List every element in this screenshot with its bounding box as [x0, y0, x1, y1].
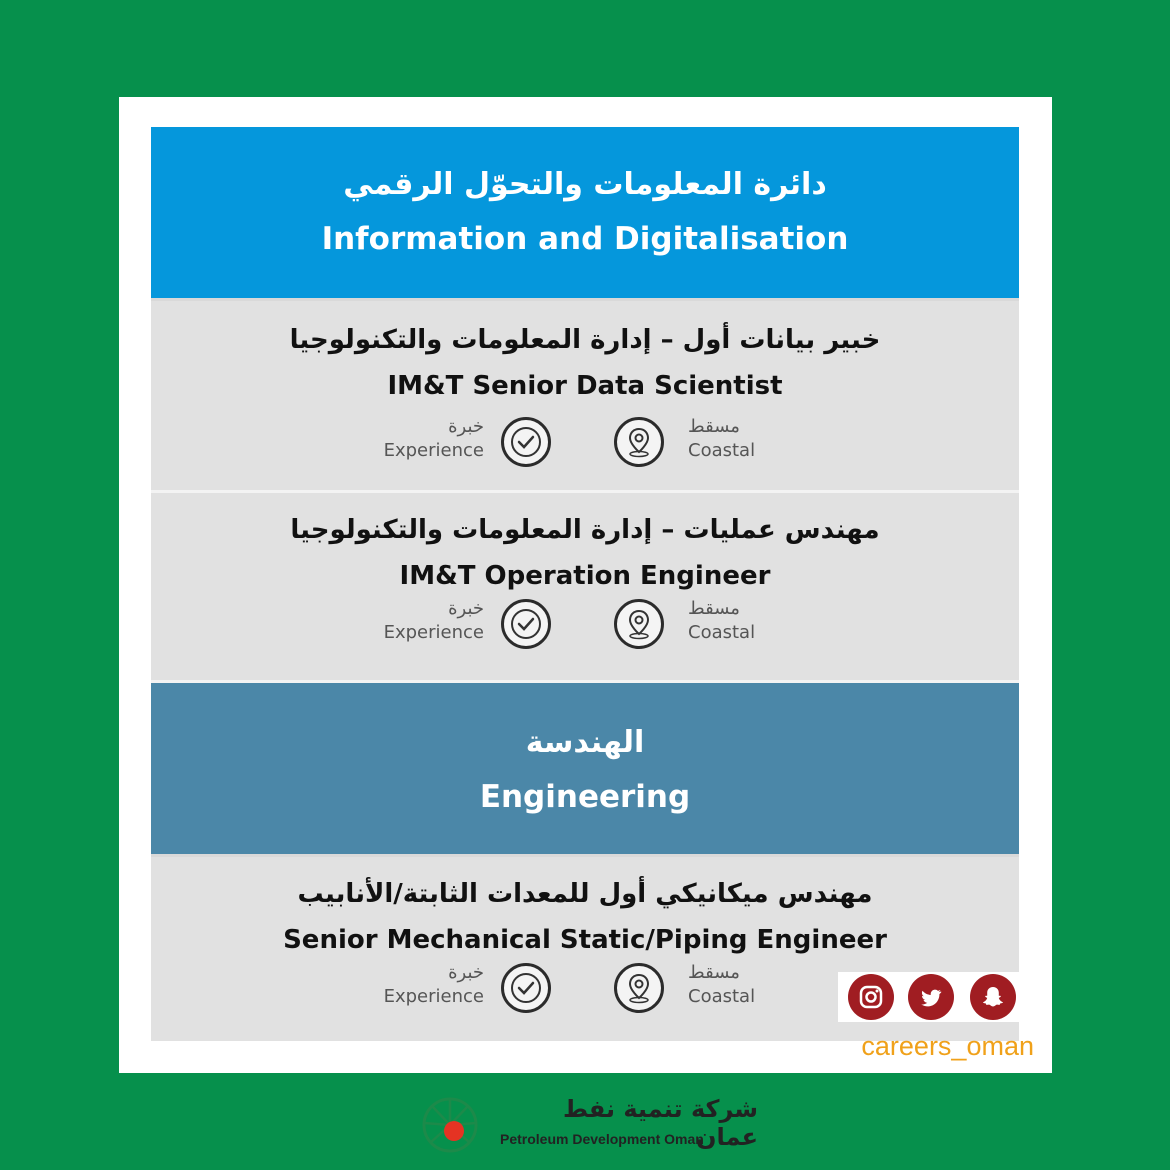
- job-title-ar: مهندس ميكانيكي أول للمعدات الثابتة/الأنابيب: [297, 879, 873, 909]
- experience-label-ar: خبرة: [448, 416, 484, 437]
- section-title-en: Information and Digitalisation: [321, 221, 849, 257]
- experience-label-en: Experience: [383, 622, 484, 643]
- section-title-ar: الهندسة: [525, 725, 645, 760]
- check-circle-icon: [501, 417, 551, 467]
- job-title-en: IM&T Operation Engineer: [399, 561, 771, 591]
- job-row[interactable]: [151, 301, 1019, 493]
- location-pin-icon: [614, 963, 664, 1013]
- location-label-ar: مسقط: [688, 598, 740, 619]
- check-circle-icon: [501, 963, 551, 1013]
- experience-label-en: Experience: [383, 440, 484, 461]
- section-title-ar: دائرة المعلومات والتحوّل الرقمي: [343, 167, 827, 202]
- pdo-logo-icon: [418, 1093, 482, 1153]
- job-title-ar: مهندس عمليات – إدارة المعلومات والتكنولوجيا: [290, 515, 880, 545]
- company-name-ar: شركة تنمية نفط عمان: [563, 1095, 758, 1151]
- social-links: [838, 972, 1034, 1062]
- job-card: [119, 97, 1052, 1073]
- location-pin-icon: [614, 417, 664, 467]
- check-circle-icon: [501, 599, 551, 649]
- job-list: [151, 127, 1019, 1041]
- social-handle[interactable]: careers_oman: [861, 1031, 1034, 1061]
- location-label-en: Coastal: [688, 440, 756, 461]
- location-label-ar: مسقط: [688, 962, 740, 983]
- snapchat-icon[interactable]: [970, 974, 1016, 1020]
- location-pin-icon: [614, 599, 664, 649]
- experience-label-ar: خبرة: [448, 598, 484, 619]
- company-logo: [418, 1093, 758, 1153]
- job-meta: [151, 415, 1019, 479]
- location-label-en: Coastal: [688, 986, 756, 1007]
- experience-label-en: Experience: [383, 986, 484, 1007]
- section-header-engineering: [151, 683, 1019, 857]
- section-title-en: Engineering: [479, 779, 691, 815]
- job-title-en: Senior Mechanical Static/Piping Engineer: [283, 925, 887, 955]
- job-meta: [151, 597, 1019, 661]
- experience-label-ar: خبرة: [448, 962, 484, 983]
- job-title-ar: خبير بيانات أول – إدارة المعلومات والتكنولوجيا: [289, 325, 881, 355]
- section-header-it: [151, 127, 1019, 301]
- job-title-en: IM&T Senior Data Scientist: [387, 371, 783, 401]
- twitter-icon[interactable]: [908, 974, 954, 1020]
- location-label-ar: مسقط: [688, 416, 740, 437]
- location-label-en: Coastal: [688, 622, 756, 643]
- instagram-icon[interactable]: [848, 974, 894, 1020]
- company-name-en: Petroleum Development Oman: [500, 1131, 704, 1147]
- job-row[interactable]: [151, 493, 1019, 683]
